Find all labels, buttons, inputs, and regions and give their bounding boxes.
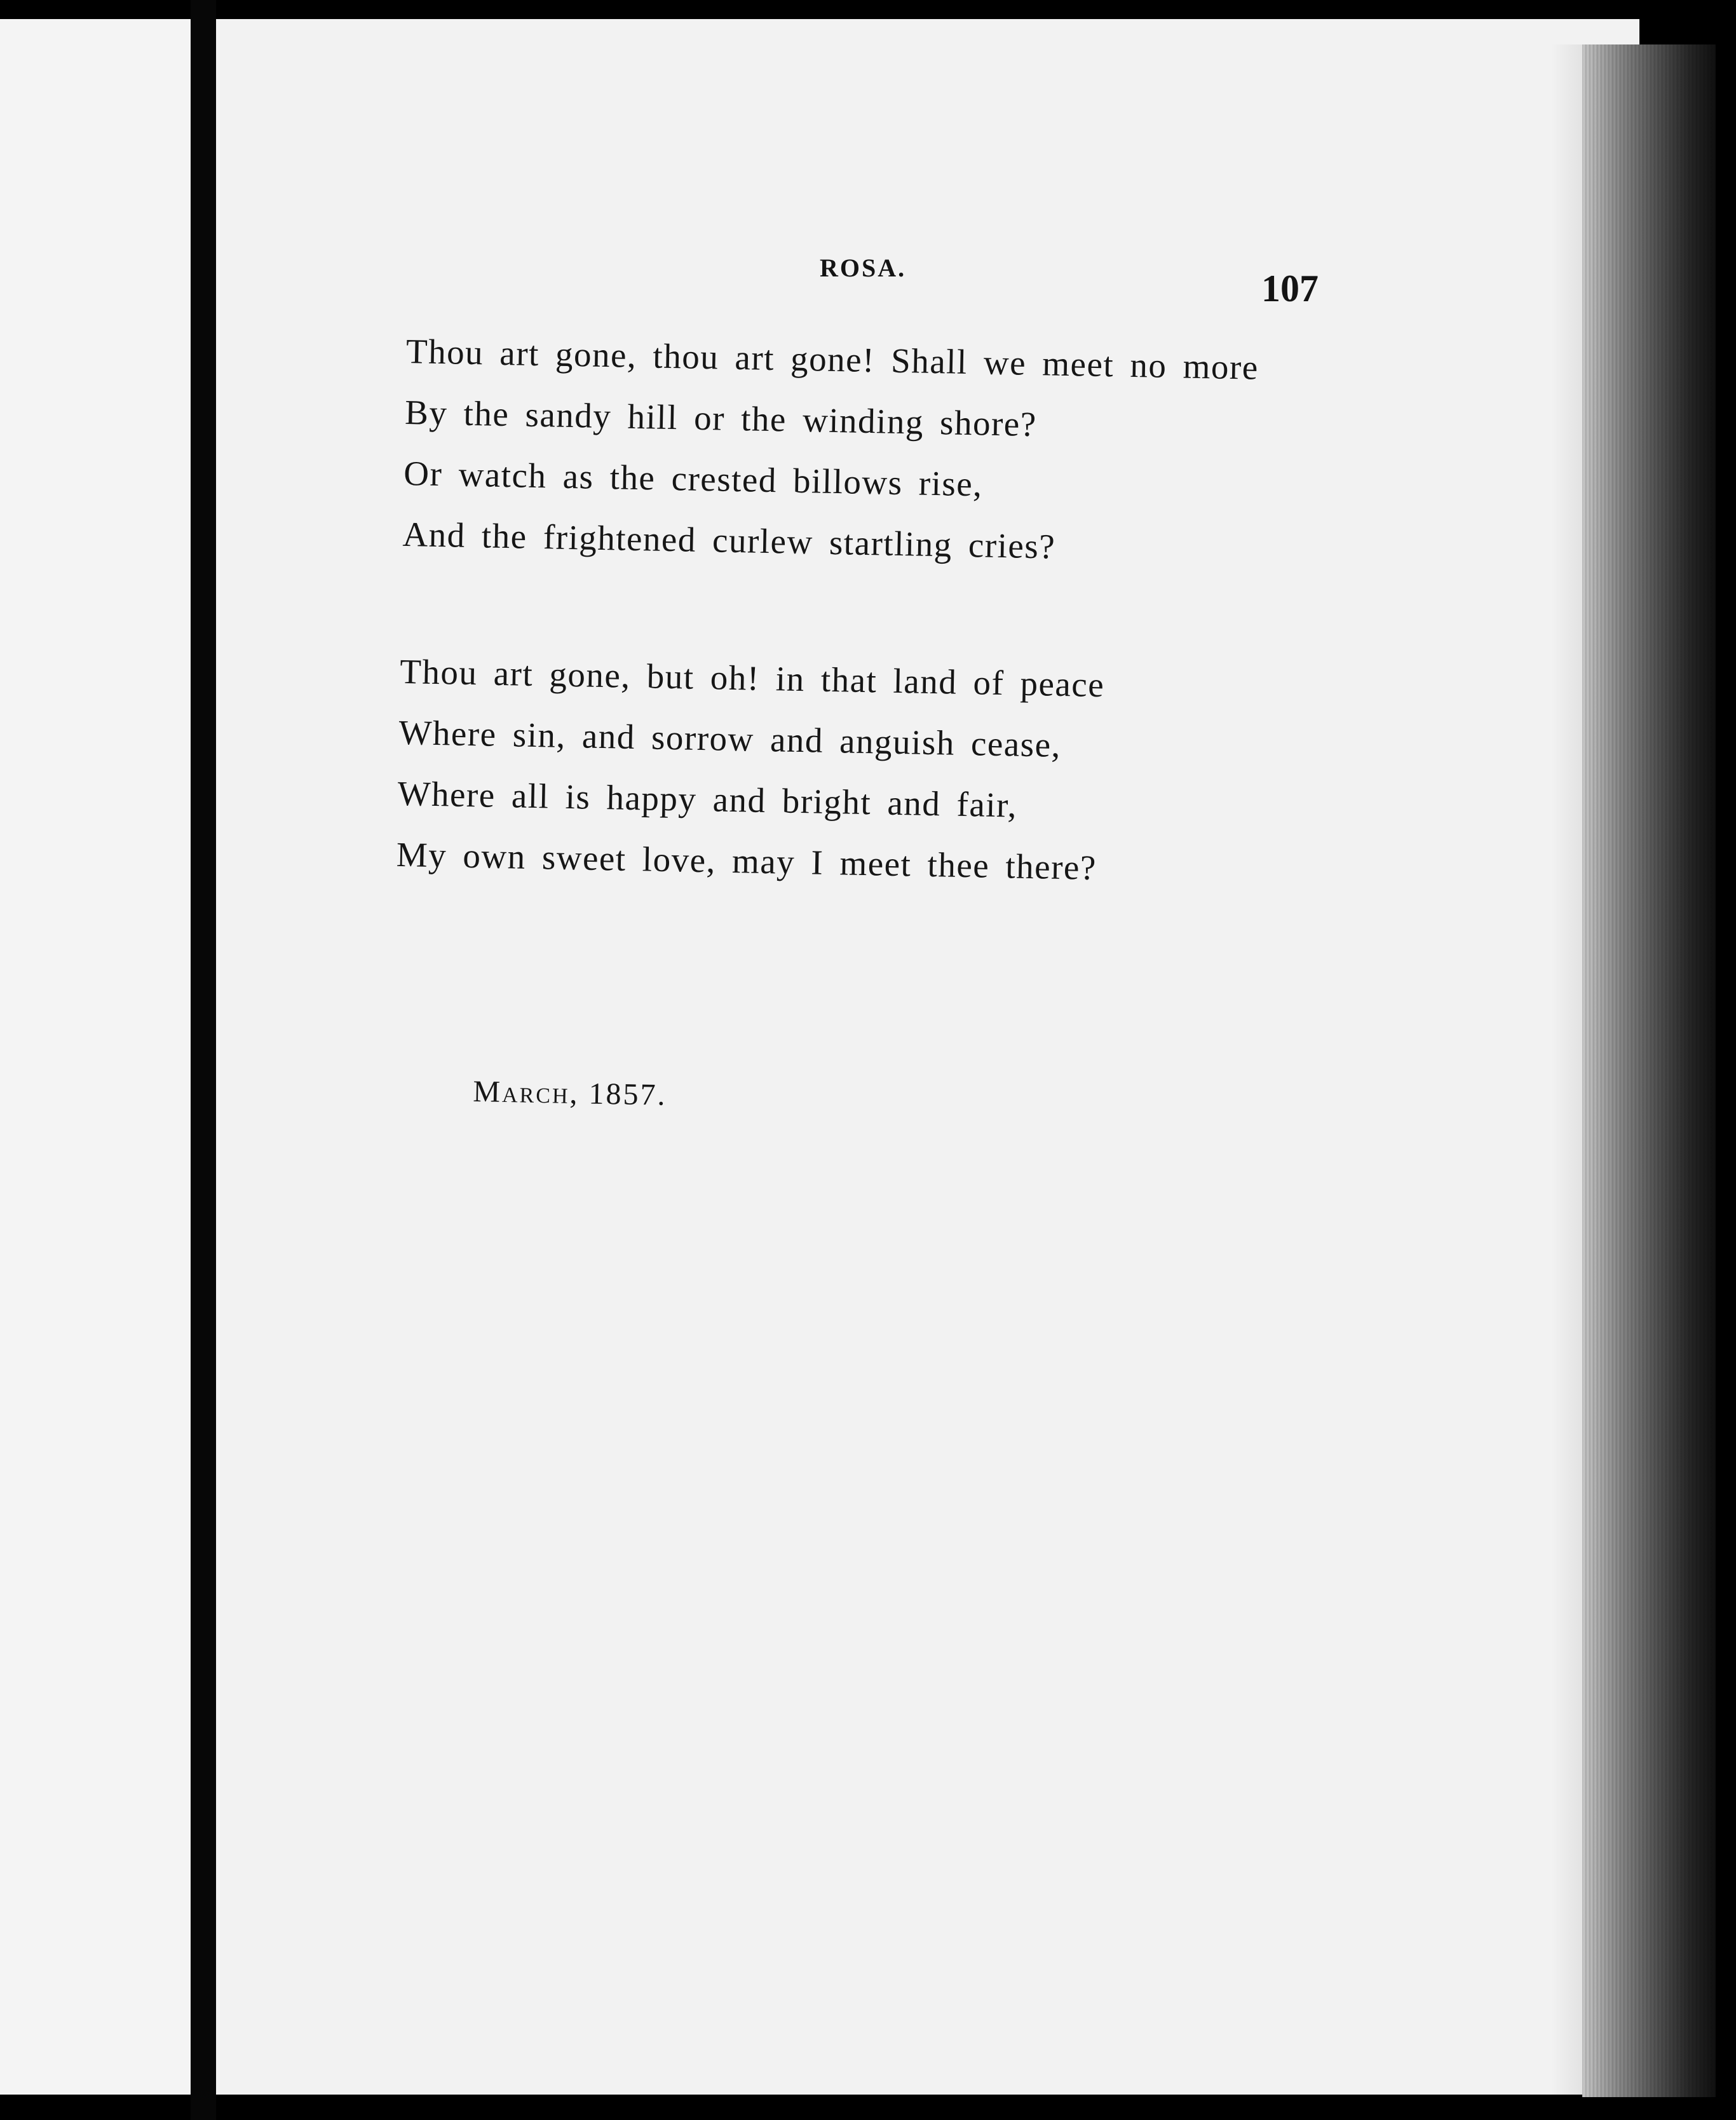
book-gutter	[191, 0, 216, 2120]
poem-line: By the sandy hill or the winding shore?	[404, 392, 1038, 444]
poem-line: Where sin, and sorrow and anguish cease,	[398, 712, 1062, 764]
stanza-1	[402, 321, 1259, 581]
poem-line: And the frightened curlew startling cries?	[402, 514, 1056, 566]
poem-line: Thou art gone, thou art gone! Shall we meet no more	[405, 331, 1259, 387]
poem-line: My own sweet love, may I meet thee there?	[396, 834, 1097, 887]
poem-line: Or watch as the crested billows rise,	[403, 453, 984, 504]
poem-body	[395, 321, 1259, 978]
poem-line: Thou art gone, but oh! in that land of peace	[399, 651, 1105, 705]
previous-page-edge	[0, 19, 191, 2095]
poem-line: Where all is happy and bright and fair,	[397, 773, 1018, 825]
running-head: ROSA.	[820, 254, 907, 282]
stanza-2	[396, 641, 1253, 902]
dateline: March, 1857.	[472, 1074, 668, 1112]
page-block-edge	[1582, 44, 1716, 2097]
page-number: 107	[1261, 268, 1319, 309]
